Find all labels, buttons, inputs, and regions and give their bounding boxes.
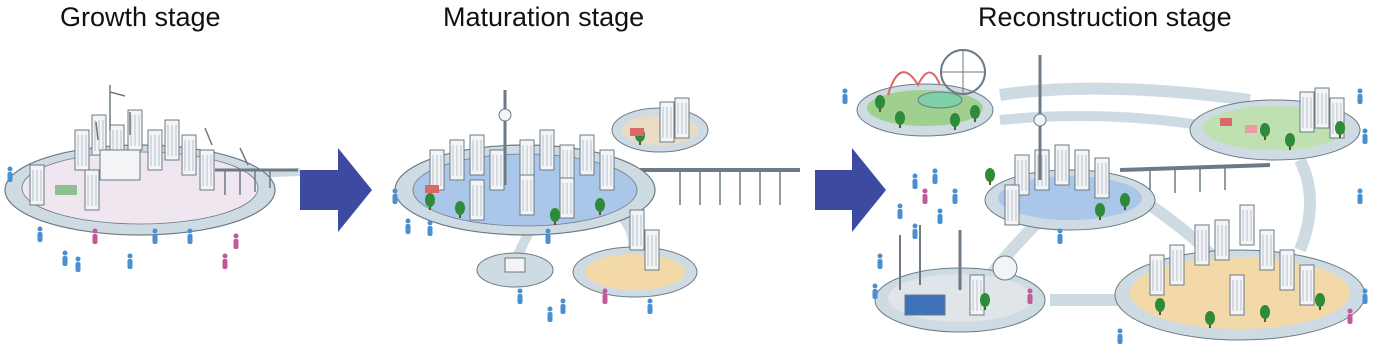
stage-title-growth: Growth stage: [60, 2, 221, 32]
stage-title-maturation: Maturation stage: [443, 2, 645, 32]
progression-arrow-1: [300, 148, 372, 232]
growth-stage-city: [5, 85, 300, 272]
stage-title-reconstruction: Reconstruction stage: [978, 2, 1232, 32]
reconstruction-stage-city: [843, 50, 1368, 344]
progression-arrow-2: [815, 148, 886, 232]
maturation-stage-city: [393, 90, 801, 322]
